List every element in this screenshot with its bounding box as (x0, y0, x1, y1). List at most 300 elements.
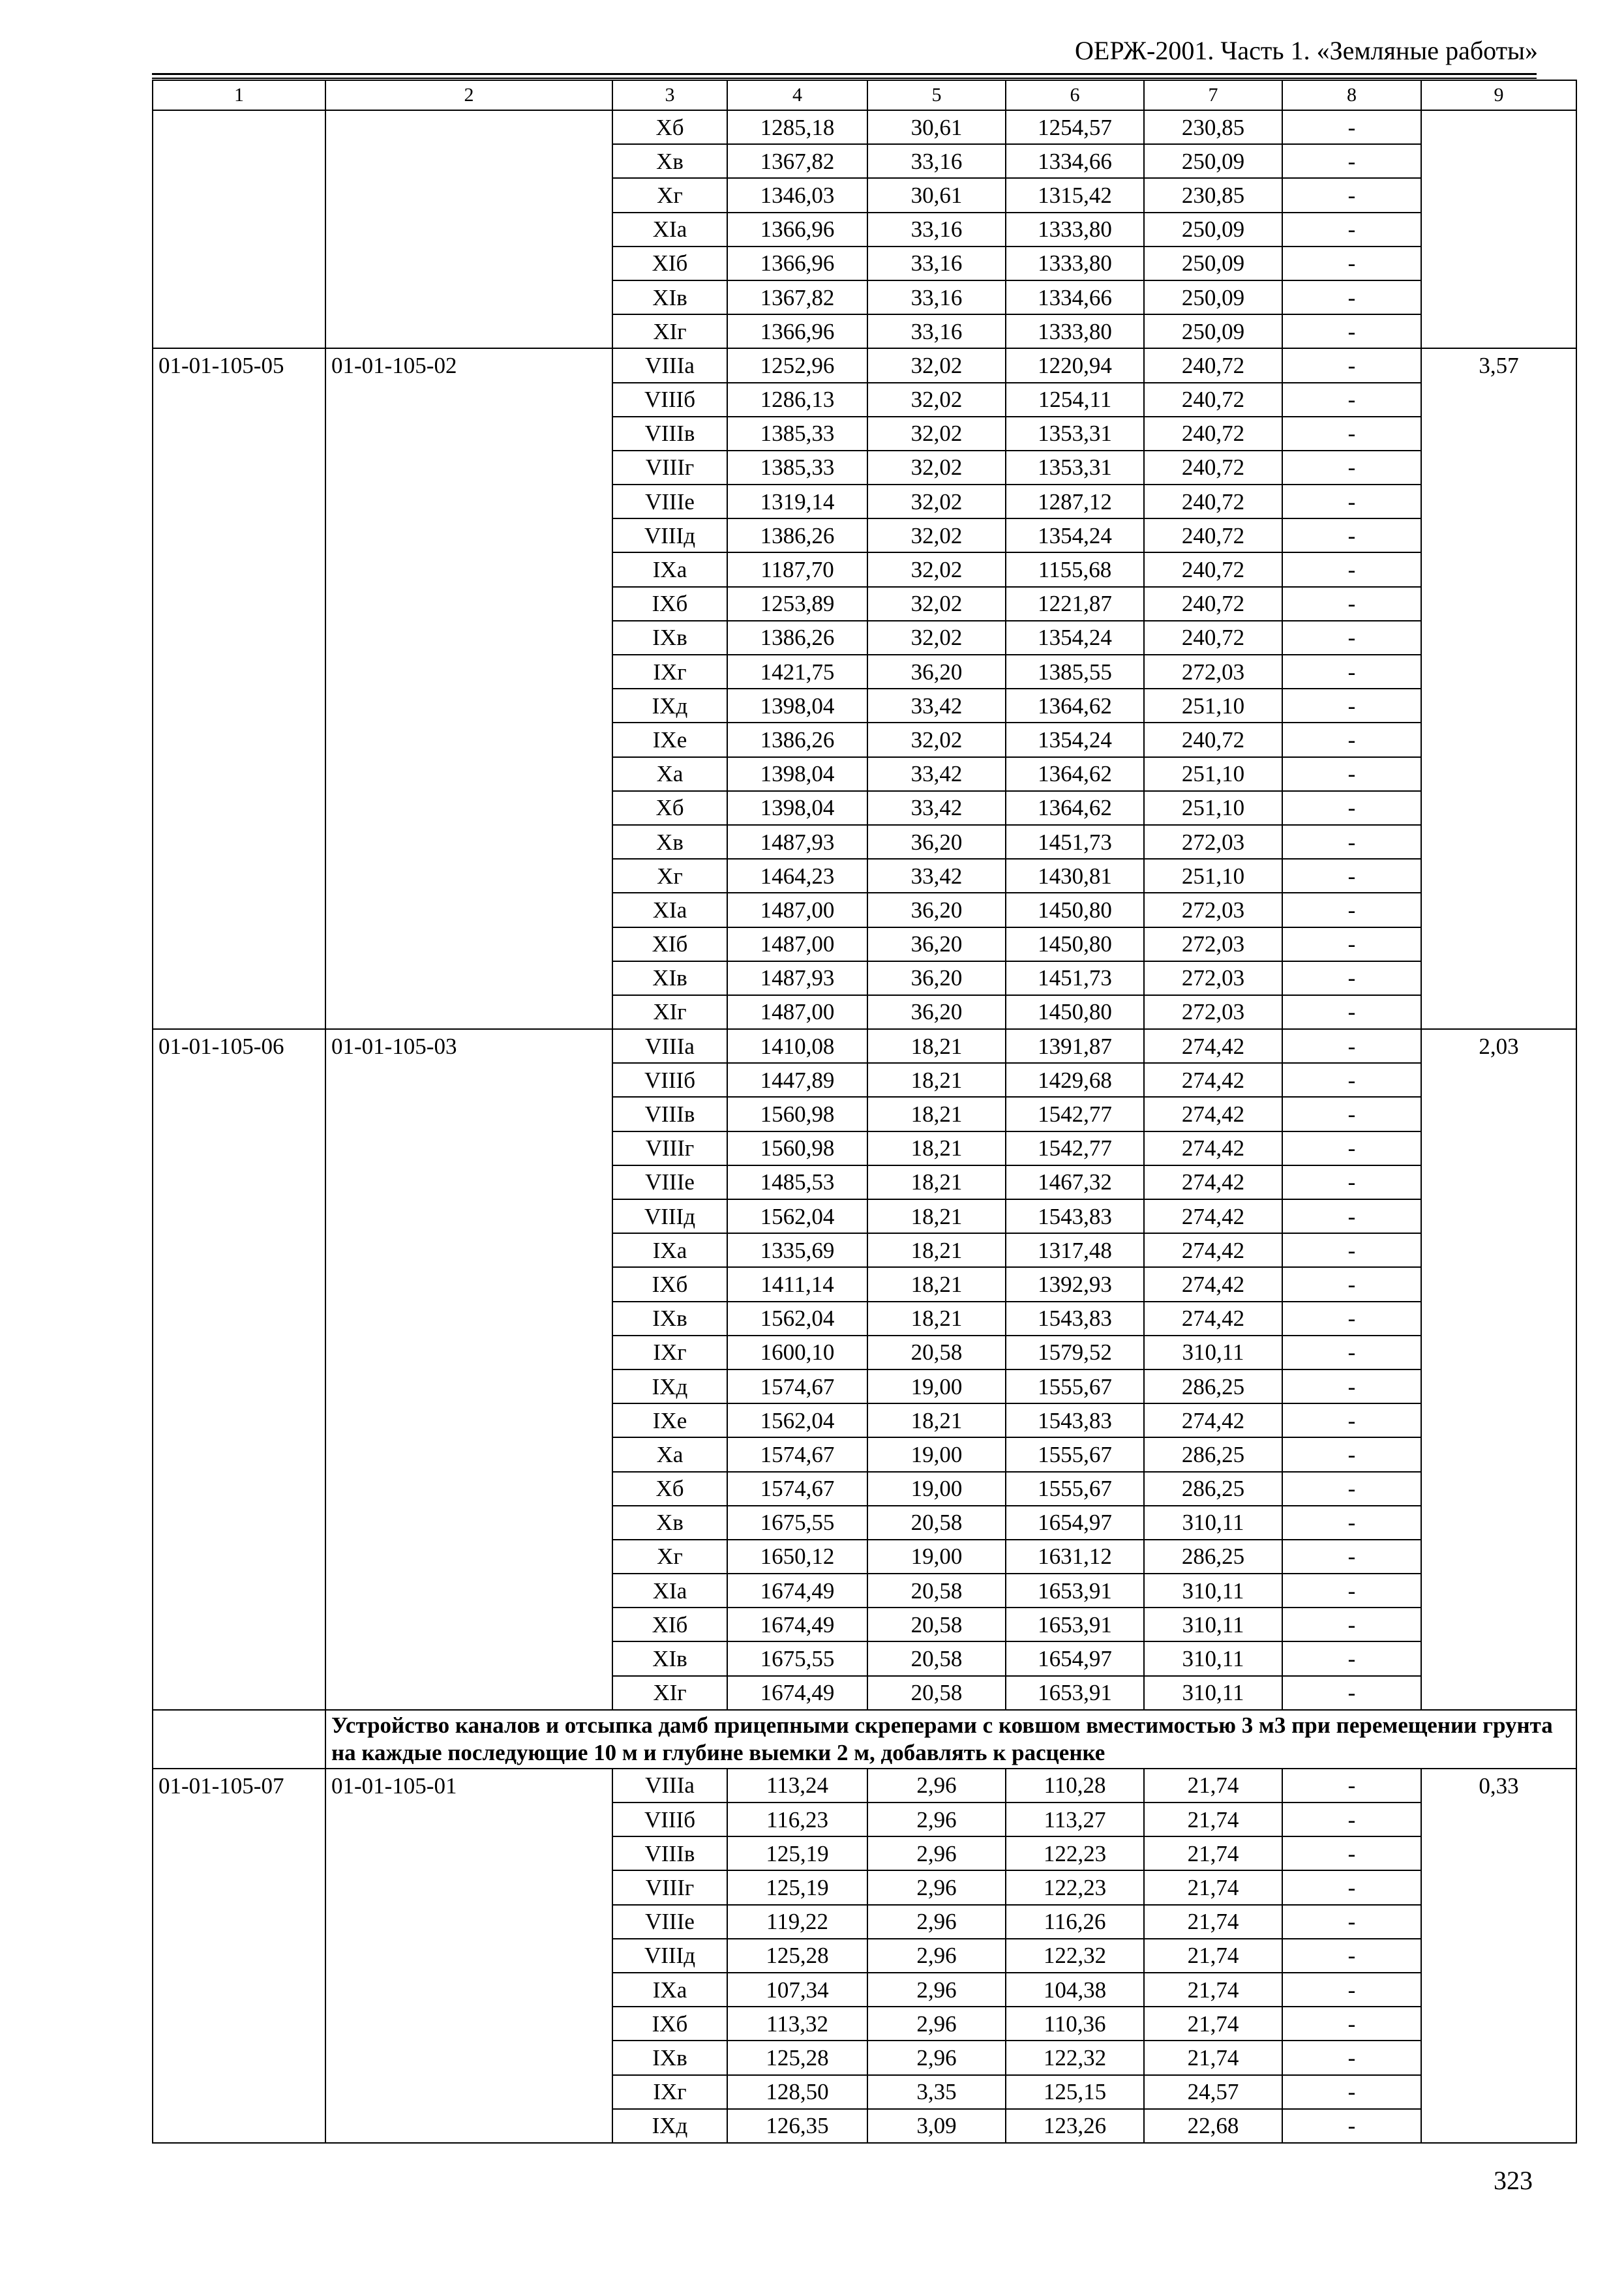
soil-group-cell: XIа (612, 213, 727, 247)
labor-cost-cell: 2,96 (867, 1905, 1006, 1939)
soil-group-cell: XIб (612, 1608, 727, 1641)
materials-cell: - (1282, 1506, 1421, 1540)
direct-cost-cell: 125,28 (727, 2041, 867, 2074)
soil-group-cell: VIIIе (612, 485, 727, 518)
direct-cost-cell: 1367,82 (727, 280, 867, 314)
materials-cell: - (1282, 723, 1421, 756)
machine-cost-cell: 116,26 (1006, 1905, 1144, 1939)
materials-cell: - (1282, 144, 1421, 178)
labor-cost-cell: 20,58 (867, 1506, 1006, 1540)
machinist-wage-cell: 251,10 (1144, 689, 1282, 723)
materials-cell: - (1282, 1199, 1421, 1233)
soil-group-cell: XIб (612, 927, 727, 961)
materials-cell: - (1282, 1641, 1421, 1675)
machinist-wage-cell: 240,72 (1144, 348, 1282, 382)
machine-cost-cell: 1430,81 (1006, 859, 1144, 893)
machinist-wage-cell: 274,42 (1144, 1302, 1282, 1336)
machinist-wage-cell: 240,72 (1144, 552, 1282, 586)
soil-group-cell: VIIIе (612, 1905, 727, 1939)
direct-cost-cell: 1574,67 (727, 1369, 867, 1403)
labor-cost-cell: 18,21 (867, 1029, 1006, 1063)
labor-cost-cell: 33,16 (867, 144, 1006, 178)
labor-cost-cell: 33,16 (867, 213, 1006, 247)
section-title-row (153, 1710, 1576, 1769)
labor-cost-cell: 32,02 (867, 518, 1006, 552)
machine-cost-cell: 1555,67 (1006, 1437, 1144, 1471)
column-number: 3 (612, 80, 727, 110)
materials-cell: - (1282, 995, 1421, 1029)
rates-table (152, 80, 1577, 2144)
machine-cost-cell: 1654,97 (1006, 1641, 1144, 1675)
machine-cost-cell: 1315,42 (1006, 178, 1144, 212)
soil-group-cell: IXг (612, 655, 727, 689)
labor-cost-cell: 36,20 (867, 995, 1006, 1029)
materials-cell: - (1282, 1472, 1421, 1506)
labor-cost-cell: 19,00 (867, 1369, 1006, 1403)
direct-cost-cell: 125,19 (727, 1836, 867, 1870)
machinist-wage-cell: 230,85 (1144, 110, 1282, 144)
machinist-wage-cell: 240,72 (1144, 621, 1282, 655)
materials-cell: - (1282, 757, 1421, 791)
direct-cost-cell: 1187,70 (727, 552, 867, 586)
materials-cell: - (1282, 1029, 1421, 1063)
direct-cost-cell: 1675,55 (727, 1506, 867, 1540)
labor-cost-cell: 18,21 (867, 1403, 1006, 1437)
direct-cost-cell: 116,23 (727, 1803, 867, 1836)
header-rule-thin (152, 78, 1537, 79)
labor-cost-cell: 33,16 (867, 280, 1006, 314)
soil-group-cell: IXд (612, 1369, 727, 1403)
table-row (153, 348, 1576, 382)
labor-cost-cell: 36,20 (867, 825, 1006, 859)
labor-cost-cell: 19,00 (867, 1540, 1006, 1574)
direct-cost-cell: 1487,00 (727, 927, 867, 961)
machine-cost-cell: 1334,66 (1006, 144, 1144, 178)
direct-cost-cell: 1386,26 (727, 723, 867, 756)
direct-cost-cell: 1560,98 (727, 1097, 867, 1131)
materials-cell: - (1282, 1165, 1421, 1199)
machine-cost-cell: 1542,77 (1006, 1097, 1144, 1131)
machinist-wage-cell: 250,09 (1144, 213, 1282, 247)
machinist-wage-cell: 272,03 (1144, 961, 1282, 995)
machine-cost-cell: 1254,11 (1006, 383, 1144, 417)
machinist-wage-cell: 24,57 (1144, 2075, 1282, 2109)
base-rate-code-cell: 01-01-105-02 (325, 348, 612, 1029)
direct-cost-cell: 1366,96 (727, 213, 867, 247)
direct-cost-cell: 107,34 (727, 1973, 867, 2007)
machinist-wage-cell: 274,42 (1144, 1199, 1282, 1233)
direct-cost-cell: 1366,96 (727, 247, 867, 280)
direct-cost-cell: 1385,33 (727, 451, 867, 485)
machinist-wage-cell: 251,10 (1144, 859, 1282, 893)
labor-cost-cell: 36,20 (867, 893, 1006, 927)
materials-cell: - (1282, 485, 1421, 518)
materials-cell: - (1282, 893, 1421, 927)
materials-cell: - (1282, 825, 1421, 859)
materials-cell: - (1282, 791, 1421, 825)
column-number: 1 (153, 80, 325, 110)
machinist-wage-cell: 21,74 (1144, 1973, 1282, 2007)
direct-cost-cell: 1253,89 (727, 587, 867, 621)
machine-cost-cell: 1354,24 (1006, 723, 1144, 756)
labor-cost-cell: 33,42 (867, 689, 1006, 723)
soil-group-cell: XIа (612, 893, 727, 927)
machinist-wage-cell: 21,74 (1144, 1803, 1282, 1836)
direct-cost-cell: 1485,53 (727, 1165, 867, 1199)
rate-code-cell: 01-01-105-07 (153, 1769, 325, 2143)
machinist-wage-cell: 274,42 (1144, 1029, 1282, 1063)
labor-cost-cell: 18,21 (867, 1131, 1006, 1165)
labor-cost-cell: 18,21 (867, 1097, 1006, 1131)
rate-code-cell (153, 110, 325, 348)
direct-cost-cell: 1447,89 (727, 1063, 867, 1097)
soil-group-cell: XIа (612, 1574, 727, 1608)
soil-group-cell: IXа (612, 1973, 727, 2007)
machine-cost-cell: 1653,91 (1006, 1608, 1144, 1641)
labor-cost-cell: 20,58 (867, 1641, 1006, 1675)
materials-cell: - (1282, 689, 1421, 723)
materials-cell: - (1282, 314, 1421, 348)
labor-cost-cell: 20,58 (867, 1336, 1006, 1369)
direct-cost-cell: 1600,10 (727, 1336, 867, 1369)
materials-cell: - (1282, 1540, 1421, 1574)
materials-cell: - (1282, 1836, 1421, 1870)
machine-cost-cell: 1429,68 (1006, 1063, 1144, 1097)
direct-cost-cell: 1386,26 (727, 621, 867, 655)
direct-cost-cell: 1319,14 (727, 485, 867, 518)
machine-cost-cell: 1354,24 (1006, 621, 1144, 655)
labor-cost-cell: 20,58 (867, 1676, 1006, 1710)
materials-cell: - (1282, 587, 1421, 621)
machine-cost-cell: 1543,83 (1006, 1199, 1144, 1233)
soil-group-cell: XIг (612, 1676, 727, 1710)
header-rule (152, 73, 1537, 75)
machinist-wage-cell: 286,25 (1144, 1540, 1282, 1574)
soil-group-cell: XIг (612, 995, 727, 1029)
machine-cost-cell: 1653,91 (1006, 1676, 1144, 1710)
machinist-wage-cell: 272,03 (1144, 927, 1282, 961)
direct-cost-cell: 1286,13 (727, 383, 867, 417)
soil-group-cell: IXа (612, 1233, 727, 1267)
direct-cost-cell: 125,19 (727, 1870, 867, 1904)
machinist-wage-cell: 21,74 (1144, 1870, 1282, 1904)
materials-cell: - (1282, 1233, 1421, 1267)
machinist-wage-cell: 274,42 (1144, 1063, 1282, 1097)
machinist-wage-cell: 240,72 (1144, 417, 1282, 451)
machine-cost-cell: 1451,73 (1006, 825, 1144, 859)
soil-group-cell: VIIIе (612, 1165, 727, 1199)
machine-cost-cell: 1450,80 (1006, 893, 1144, 927)
section-title: Устройство каналов и отсыпка дамб прицепными скреперами с ковшом вместимостью 3 м3 при перемещении грунта на каждые последующие 10 м и глубине выемки 2 м, добавлять к расценке (325, 1710, 1576, 1769)
soil-group-cell: VIIIд (612, 1199, 727, 1233)
soil-group-cell: XIв (612, 280, 727, 314)
base-rate-code-cell: 01-01-105-03 (325, 1029, 612, 1710)
materials-cell: - (1282, 621, 1421, 655)
machinist-wage-cell: 21,74 (1144, 2041, 1282, 2074)
machinist-wage-cell: 251,10 (1144, 757, 1282, 791)
direct-cost-cell: 1285,18 (727, 110, 867, 144)
direct-cost-cell: 1574,67 (727, 1472, 867, 1506)
soil-group-cell: VIIIд (612, 518, 727, 552)
machine-cost-cell: 104,38 (1006, 1973, 1144, 2007)
machinist-wage-cell: 21,74 (1144, 2007, 1282, 2041)
labor-cost-cell: 18,21 (867, 1063, 1006, 1097)
labor-cost-cell: 2,96 (867, 1870, 1006, 1904)
machine-cost-cell: 1221,87 (1006, 587, 1144, 621)
labor-hours-cell: 3,57 (1421, 348, 1576, 1029)
soil-group-cell: Xг (612, 859, 727, 893)
machinist-wage-cell: 274,42 (1144, 1233, 1282, 1267)
machine-cost-cell: 125,15 (1006, 2075, 1144, 2109)
machine-cost-cell: 113,27 (1006, 1803, 1144, 1836)
labor-cost-cell: 36,20 (867, 961, 1006, 995)
machine-cost-cell: 1334,66 (1006, 280, 1144, 314)
materials-cell: - (1282, 655, 1421, 689)
direct-cost-cell: 113,32 (727, 2007, 867, 2041)
materials-cell: - (1282, 383, 1421, 417)
machinist-wage-cell: 272,03 (1144, 655, 1282, 689)
machine-cost-cell: 1364,62 (1006, 791, 1144, 825)
materials-cell: - (1282, 1803, 1421, 1836)
rates-table-body (153, 80, 1576, 2143)
labor-cost-cell: 30,61 (867, 178, 1006, 212)
machine-cost-cell: 1333,80 (1006, 247, 1144, 280)
labor-cost-cell: 36,20 (867, 927, 1006, 961)
machine-cost-cell: 122,32 (1006, 2041, 1144, 2074)
materials-cell: - (1282, 927, 1421, 961)
machinist-wage-cell: 286,25 (1144, 1472, 1282, 1506)
machinist-wage-cell: 240,72 (1144, 485, 1282, 518)
direct-cost-cell: 1562,04 (727, 1302, 867, 1336)
soil-group-cell: XIв (612, 961, 727, 995)
labor-cost-cell: 2,96 (867, 1836, 1006, 1870)
machinist-wage-cell: 310,11 (1144, 1676, 1282, 1710)
direct-cost-cell: 1487,00 (727, 995, 867, 1029)
soil-group-cell: IXг (612, 2075, 727, 2109)
machinist-wage-cell: 250,09 (1144, 280, 1282, 314)
machinist-wage-cell: 240,72 (1144, 383, 1282, 417)
column-number: 2 (325, 80, 612, 110)
machine-cost-cell: 122,32 (1006, 1939, 1144, 1973)
materials-cell: - (1282, 1302, 1421, 1336)
machine-cost-cell: 1543,83 (1006, 1302, 1144, 1336)
table-row (153, 1769, 1576, 1803)
machinist-wage-cell: 310,11 (1144, 1641, 1282, 1675)
soil-group-cell: Xв (612, 144, 727, 178)
machinist-wage-cell: 250,09 (1144, 247, 1282, 280)
soil-group-cell: Xг (612, 1540, 727, 1574)
machinist-wage-cell: 250,09 (1144, 314, 1282, 348)
section-title-lead-cell (153, 1710, 325, 1769)
soil-group-cell: XIб (612, 247, 727, 280)
soil-group-cell: VIIIв (612, 1097, 727, 1131)
labor-cost-cell: 32,02 (867, 621, 1006, 655)
soil-group-cell: VIIIг (612, 451, 727, 485)
materials-cell: - (1282, 1676, 1421, 1710)
soil-group-cell: VIIIг (612, 1870, 727, 1904)
materials-cell: - (1282, 2075, 1421, 2109)
machine-cost-cell: 1220,94 (1006, 348, 1144, 382)
column-number: 4 (727, 80, 867, 110)
materials-cell: - (1282, 1939, 1421, 1973)
machinist-wage-cell: 274,42 (1144, 1165, 1282, 1199)
direct-cost-cell: 1674,49 (727, 1574, 867, 1608)
soil-group-cell: IXб (612, 1267, 727, 1301)
labor-cost-cell: 19,00 (867, 1472, 1006, 1506)
labor-cost-cell: 32,02 (867, 723, 1006, 756)
labor-cost-cell: 30,61 (867, 110, 1006, 144)
machinist-wage-cell: 310,11 (1144, 1608, 1282, 1641)
machinist-wage-cell: 240,72 (1144, 587, 1282, 621)
direct-cost-cell: 119,22 (727, 1905, 867, 1939)
materials-cell: - (1282, 1437, 1421, 1471)
machinist-wage-cell: 272,03 (1144, 893, 1282, 927)
machine-cost-cell: 1364,62 (1006, 689, 1144, 723)
machinist-wage-cell: 240,72 (1144, 451, 1282, 485)
materials-cell: - (1282, 417, 1421, 451)
soil-group-cell: IXб (612, 2007, 727, 2041)
materials-cell: - (1282, 348, 1421, 382)
soil-group-cell: IXв (612, 1302, 727, 1336)
direct-cost-cell: 125,28 (727, 1939, 867, 1973)
machine-cost-cell: 1333,80 (1006, 213, 1144, 247)
soil-group-cell: VIIIв (612, 417, 727, 451)
soil-group-cell: Xг (612, 178, 727, 212)
direct-cost-cell: 1398,04 (727, 757, 867, 791)
machinist-wage-cell: 286,25 (1144, 1437, 1282, 1471)
materials-cell: - (1282, 961, 1421, 995)
soil-group-cell: VIIIв (612, 1836, 727, 1870)
materials-cell: - (1282, 1403, 1421, 1437)
labor-cost-cell: 32,02 (867, 552, 1006, 586)
labor-cost-cell: 2,96 (867, 1973, 1006, 2007)
materials-cell: - (1282, 1267, 1421, 1301)
labor-cost-cell: 18,21 (867, 1267, 1006, 1301)
machinist-wage-cell: 274,42 (1144, 1403, 1282, 1437)
materials-cell: - (1282, 1369, 1421, 1403)
machine-cost-cell: 1450,80 (1006, 995, 1144, 1029)
labor-cost-cell: 2,96 (867, 2007, 1006, 2041)
soil-group-cell: Xб (612, 1472, 727, 1506)
soil-group-cell: VIIIд (612, 1939, 727, 1973)
labor-cost-cell: 32,02 (867, 451, 1006, 485)
machine-cost-cell: 1451,73 (1006, 961, 1144, 995)
labor-cost-cell: 2,96 (867, 1769, 1006, 1803)
materials-cell: - (1282, 1769, 1421, 1803)
direct-cost-cell: 1650,12 (727, 1540, 867, 1574)
direct-cost-cell: 1367,82 (727, 144, 867, 178)
direct-cost-cell: 1562,04 (727, 1199, 867, 1233)
labor-hours-cell: 2,03 (1421, 1029, 1576, 1710)
materials-cell: - (1282, 1063, 1421, 1097)
materials-cell: - (1282, 213, 1421, 247)
materials-cell: - (1282, 859, 1421, 893)
base-rate-code-cell (325, 110, 612, 348)
soil-group-cell: VIIIа (612, 1769, 727, 1803)
machinist-wage-cell: 21,74 (1144, 1769, 1282, 1803)
materials-cell: - (1282, 178, 1421, 212)
soil-group-cell: Xв (612, 825, 727, 859)
direct-cost-cell: 1366,96 (727, 314, 867, 348)
machinist-wage-cell: 240,72 (1144, 723, 1282, 756)
direct-cost-cell: 1487,00 (727, 893, 867, 927)
direct-cost-cell: 1252,96 (727, 348, 867, 382)
direct-cost-cell: 1675,55 (727, 1641, 867, 1675)
machine-cost-cell: 1543,83 (1006, 1403, 1144, 1437)
labor-cost-cell: 32,02 (867, 417, 1006, 451)
labor-cost-cell: 33,42 (867, 859, 1006, 893)
machine-cost-cell: 1579,52 (1006, 1336, 1144, 1369)
machine-cost-cell: 1555,67 (1006, 1472, 1144, 1506)
materials-cell: - (1282, 552, 1421, 586)
soil-group-cell: VIIIб (612, 383, 727, 417)
direct-cost-cell: 1674,49 (727, 1608, 867, 1641)
machinist-wage-cell: 250,09 (1144, 144, 1282, 178)
machinist-wage-cell: 21,74 (1144, 1905, 1282, 1939)
column-number: 5 (867, 80, 1006, 110)
direct-cost-cell: 1487,93 (727, 825, 867, 859)
soil-group-cell: Xв (612, 1506, 727, 1540)
machine-cost-cell: 1317,48 (1006, 1233, 1144, 1267)
direct-cost-cell: 1674,49 (727, 1676, 867, 1710)
machine-cost-cell: 1654,97 (1006, 1506, 1144, 1540)
base-rate-code-cell: 01-01-105-01 (325, 1769, 612, 2143)
table-row (153, 1029, 1576, 1063)
labor-cost-cell: 32,02 (867, 485, 1006, 518)
soil-group-cell: Xа (612, 1437, 727, 1471)
machinist-wage-cell: 310,11 (1144, 1574, 1282, 1608)
labor-cost-cell: 36,20 (867, 655, 1006, 689)
machinist-wage-cell: 274,42 (1144, 1097, 1282, 1131)
machinist-wage-cell: 240,72 (1144, 518, 1282, 552)
machinist-wage-cell: 22,68 (1144, 2109, 1282, 2143)
machine-cost-cell: 1542,77 (1006, 1131, 1144, 1165)
materials-cell: - (1282, 1574, 1421, 1608)
rate-code-cell: 01-01-105-06 (153, 1029, 325, 1710)
machinist-wage-cell: 274,42 (1144, 1267, 1282, 1301)
labor-cost-cell: 33,16 (867, 247, 1006, 280)
soil-group-cell: Xа (612, 757, 727, 791)
materials-cell: - (1282, 1973, 1421, 2007)
machinist-wage-cell: 310,11 (1144, 1336, 1282, 1369)
materials-cell: - (1282, 1608, 1421, 1641)
machinist-wage-cell: 310,11 (1144, 1506, 1282, 1540)
labor-cost-cell: 33,42 (867, 757, 1006, 791)
materials-cell: - (1282, 110, 1421, 144)
machine-cost-cell: 1364,62 (1006, 757, 1144, 791)
machine-cost-cell: 1333,80 (1006, 314, 1144, 348)
machine-cost-cell: 1391,87 (1006, 1029, 1144, 1063)
machine-cost-cell: 1254,57 (1006, 110, 1144, 144)
soil-group-cell: Xб (612, 791, 727, 825)
table-row (153, 110, 1576, 144)
labor-cost-cell: 2,96 (867, 2041, 1006, 2074)
rate-code-cell: 01-01-105-05 (153, 348, 325, 1029)
machine-cost-cell: 1353,31 (1006, 451, 1144, 485)
direct-cost-cell: 1560,98 (727, 1131, 867, 1165)
machinist-wage-cell: 230,85 (1144, 178, 1282, 212)
labor-cost-cell: 33,16 (867, 314, 1006, 348)
soil-group-cell: VIIIг (612, 1131, 727, 1165)
materials-cell: - (1282, 1905, 1421, 1939)
column-number: 8 (1282, 80, 1421, 110)
materials-cell: - (1282, 1870, 1421, 1904)
machine-cost-cell: 1653,91 (1006, 1574, 1144, 1608)
labor-cost-cell: 2,96 (867, 1939, 1006, 1973)
direct-cost-cell: 126,35 (727, 2109, 867, 2143)
materials-cell: - (1282, 1097, 1421, 1131)
materials-cell: - (1282, 451, 1421, 485)
